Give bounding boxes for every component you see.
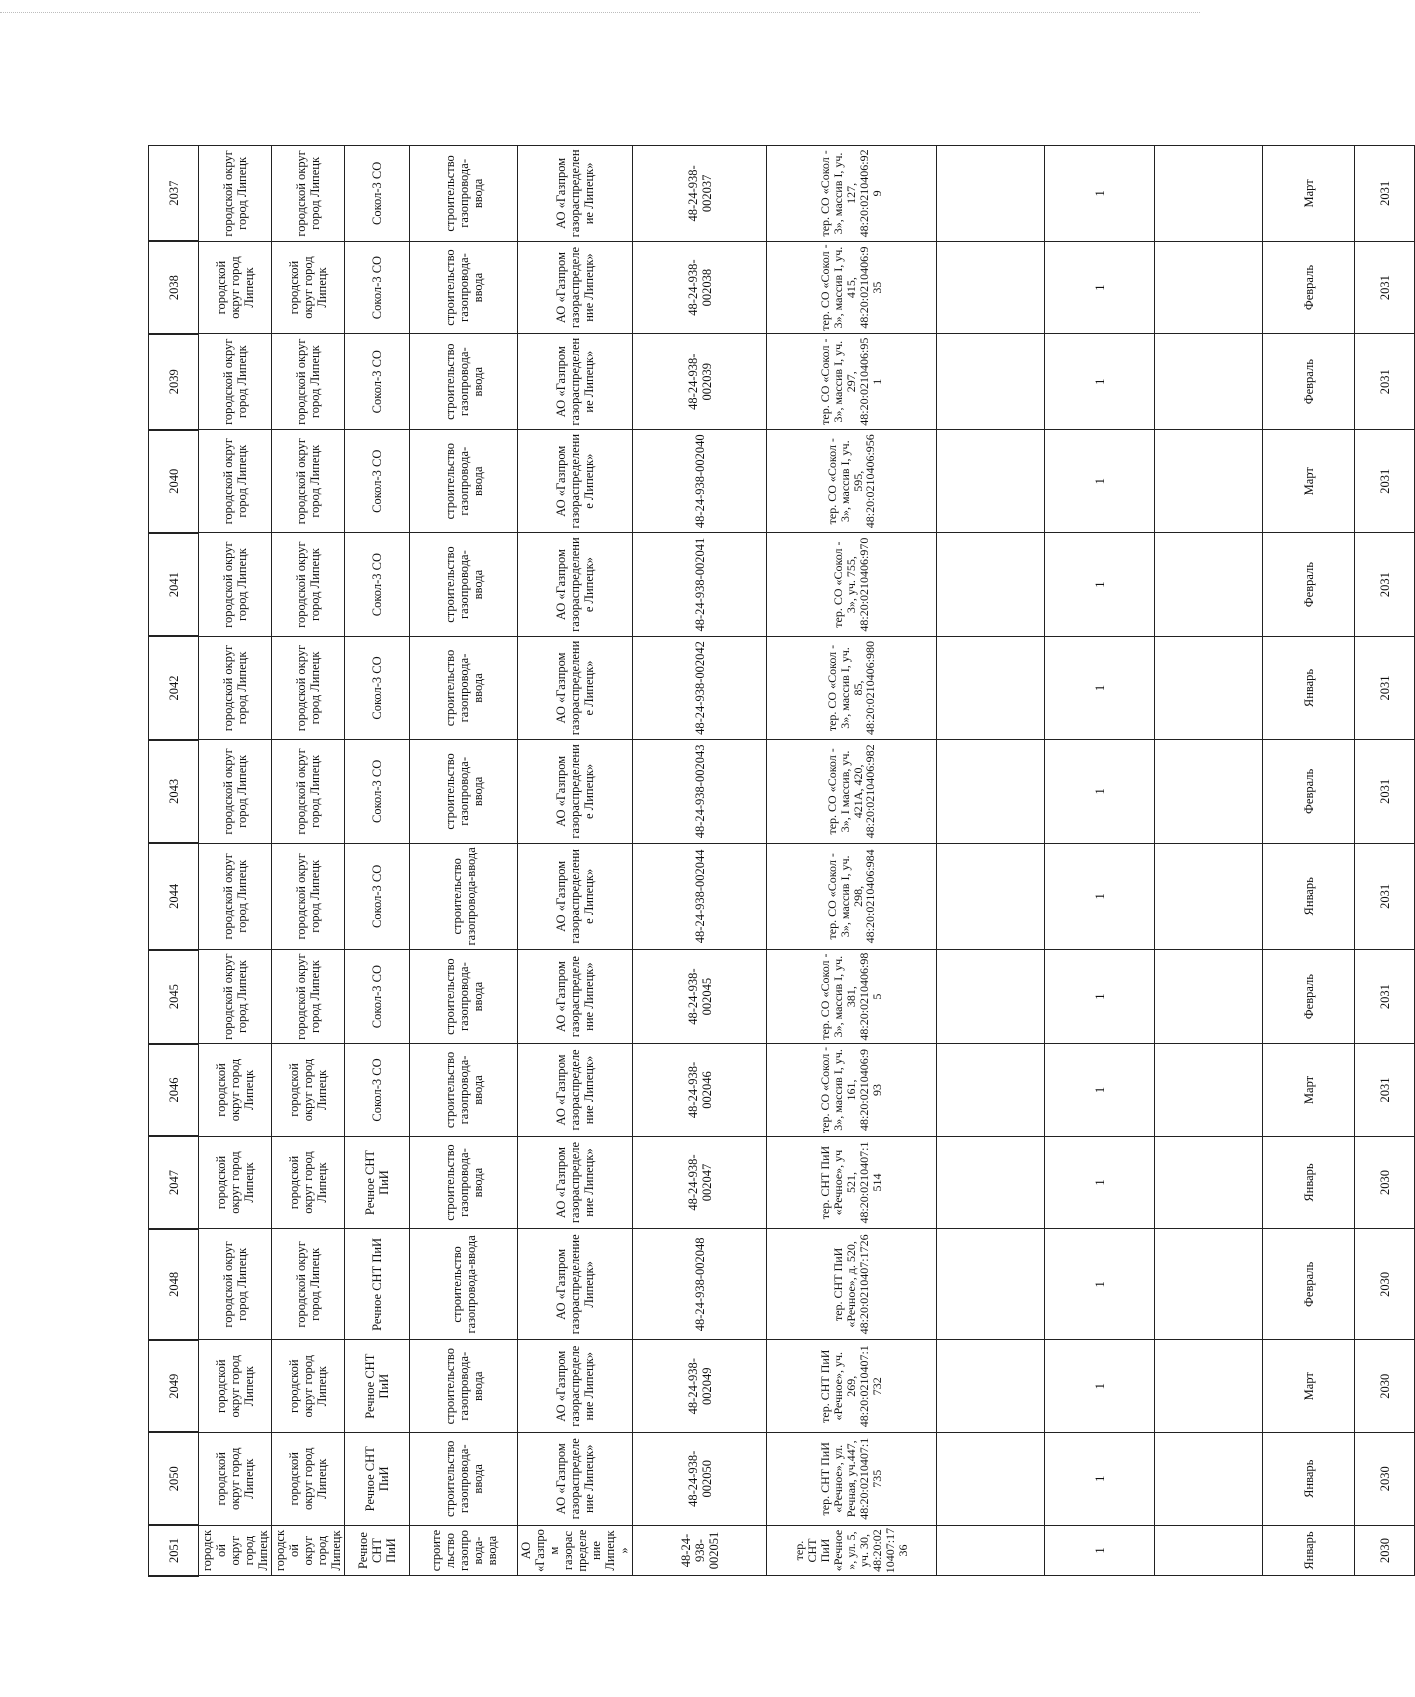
cell-organization: АО «Газпром газораспределение Липецк»	[518, 1340, 633, 1433]
cell-row-number: 2051	[149, 1525, 199, 1576]
cell-month: Март	[1263, 1340, 1355, 1433]
cell-registry-number: 48-24-938-002050	[633, 1433, 767, 1526]
cell-row-number: 2037	[149, 146, 199, 242]
cell-work-type: строительство газопровода-ввода	[410, 1044, 518, 1137]
cell-row-number: 2042	[149, 636, 199, 739]
cell-object-count: 1	[1045, 430, 1155, 533]
cell-work-type: строительство газопровода-ввода	[410, 843, 518, 949]
cell-address-cadastral: тер. СНТ ПиИ «Речное», ул. 5, уч. 30, 48:20:0210407:1736	[767, 1525, 937, 1576]
cell-work-type: строительство газопровода-ввода	[410, 241, 518, 334]
field-row-organization	[518, 146, 633, 1577]
field-row-address-cadastral	[767, 146, 937, 1577]
cell-municipality: городской округ город Липецк	[199, 1136, 272, 1229]
cell-reserved-2	[1155, 533, 1263, 636]
cell-object-count: 1	[1045, 1340, 1155, 1433]
cell-organization: АО «Газпром газораспределение Липецк»	[518, 1525, 633, 1576]
cell-reserved-2	[1155, 430, 1263, 533]
cell-reserved-2	[1155, 950, 1263, 1044]
cell-year: 2030	[1355, 1525, 1415, 1576]
cell-address-cadastral: тер. СО «Сокол - 3», массив I, уч. 415, 48:20:0210406:935	[767, 241, 937, 334]
cell-address-cadastral: тер. СНТ ПиИ «Речное», д. 520, 48:20:0210407:1726	[767, 1229, 937, 1340]
cell-territory: Сокол-3 СО	[345, 334, 410, 430]
field-row-registry-number	[633, 146, 767, 1577]
cell-territory: Речное СНТ ПиИ	[345, 1340, 410, 1433]
field-row-month	[1263, 146, 1355, 1577]
cell-reserved-2	[1155, 740, 1263, 843]
cell-address-cadastral: тер. СО «Сокол - 3», массив I, уч. 85, 48:20:0210406:980	[767, 636, 937, 739]
cell-month: Февраль	[1263, 950, 1355, 1044]
cell-territory: Сокол-3 СО	[345, 843, 410, 949]
cell-settlement: городской округ город Липецк	[272, 1044, 345, 1137]
cell-object-count: 1	[1045, 334, 1155, 430]
cell-work-type: строительство газопровода-ввода	[410, 533, 518, 636]
cell-reserved-2	[1155, 1229, 1263, 1340]
cell-reserved-2	[1155, 1525, 1263, 1576]
cell-reserved-1	[937, 1044, 1045, 1137]
cell-month: Январь	[1263, 843, 1355, 949]
cell-organization: АО «Газпром газораспределение Липецк»	[518, 636, 633, 739]
cell-organization: АО «Газпром газораспределение Липецк»	[518, 533, 633, 636]
cell-registry-number: 48-24-938-002049	[633, 1340, 767, 1433]
cell-municipality: городской округ город Липецк	[199, 146, 272, 242]
cell-month: Январь	[1263, 1433, 1355, 1526]
cell-reserved-1	[937, 636, 1045, 739]
field-row-row-number	[149, 146, 199, 1577]
cell-reserved-1	[937, 843, 1045, 949]
cell-settlement: городской округ город Липецк	[272, 1433, 345, 1526]
cell-settlement: городской округ город Липецк	[272, 740, 345, 843]
cell-reserved-2	[1155, 636, 1263, 739]
cell-month: Январь	[1263, 636, 1355, 739]
cell-organization: АО «Газпром газораспределение Липецк»	[518, 1433, 633, 1526]
field-row-reserved-2	[1155, 146, 1263, 1577]
cell-settlement: городской округ город Липецк	[272, 843, 345, 949]
cell-year: 2030	[1355, 1340, 1415, 1433]
cell-reserved-1	[937, 241, 1045, 334]
cell-reserved-2	[1155, 1340, 1263, 1433]
cell-work-type: строительство газопровода-ввода	[410, 146, 518, 242]
cell-object-count: 1	[1045, 241, 1155, 334]
cell-object-count: 1	[1045, 1229, 1155, 1340]
cell-municipality: городской округ город Липецк	[199, 334, 272, 430]
cell-registry-number: 48-24-938-002038	[633, 241, 767, 334]
cell-object-count: 1	[1045, 1044, 1155, 1137]
cell-year: 2030	[1355, 1136, 1415, 1229]
cell-reserved-1	[937, 146, 1045, 242]
cell-address-cadastral: тер. СО «Сокол - 3», массив I, уч. 161, 48:20:0210406:993	[767, 1044, 937, 1137]
field-row-year	[1355, 146, 1415, 1577]
cell-month: Март	[1263, 430, 1355, 533]
cell-organization: АО «Газпром газораспределение Липецк»	[518, 146, 633, 242]
cell-year: 2031	[1355, 950, 1415, 1044]
cell-row-number: 2039	[149, 334, 199, 430]
field-row-municipality	[199, 146, 272, 1577]
cell-reserved-2	[1155, 1136, 1263, 1229]
cell-row-number: 2038	[149, 241, 199, 334]
cell-month: Январь	[1263, 1136, 1355, 1229]
cell-municipality: городской округ город Липецк	[199, 533, 272, 636]
cell-address-cadastral: тер. СО «Сокол - 3», массив I, уч. 127, 48:20:0210406:929	[767, 146, 937, 242]
cell-reserved-1	[937, 430, 1045, 533]
cell-row-number: 2044	[149, 843, 199, 949]
cell-municipality: городской округ город Липецк	[199, 1525, 272, 1576]
cell-month: Февраль	[1263, 1229, 1355, 1340]
cell-organization: АО «Газпром газораспределение Липецк»	[518, 1229, 633, 1340]
cell-year: 2031	[1355, 636, 1415, 739]
cell-municipality: городской округ город Липецк	[199, 1340, 272, 1433]
cell-municipality: городской округ город Липецк	[199, 843, 272, 949]
cell-reserved-2	[1155, 1044, 1263, 1137]
cell-address-cadastral: тер. СНТ ПиИ «Речное», ул. Речная, уч.447, 48:20:0210407:1735	[767, 1433, 937, 1526]
cell-year: 2030	[1355, 1229, 1415, 1340]
gas-pipeline-registry-table	[148, 145, 1415, 1577]
cell-settlement: городской округ город Липецк	[272, 636, 345, 739]
cell-territory: Сокол-3 СО	[345, 950, 410, 1044]
cell-row-number: 2041	[149, 533, 199, 636]
cell-row-number: 2046	[149, 1044, 199, 1137]
cell-registry-number: 48-24-938-002043	[633, 740, 767, 843]
cell-work-type: строительство газопровода-ввода	[410, 950, 518, 1044]
cell-territory: Сокол-3 СО	[345, 241, 410, 334]
cell-reserved-1	[937, 740, 1045, 843]
cell-territory: Сокол-3 СО	[345, 1044, 410, 1137]
cell-work-type: строительство газопровода-ввода	[410, 1229, 518, 1340]
cell-address-cadastral: тер. СО «Сокол - 3», массив I, уч. 297, 48:20:0210406:951	[767, 334, 937, 430]
cell-registry-number: 48-24-938-002047	[633, 1136, 767, 1229]
cell-month: Февраль	[1263, 334, 1355, 430]
field-row-settlement	[272, 146, 345, 1577]
cell-address-cadastral: тер. СО «Сокол - 3», массив I, уч. 298, 48:20:0210406:984	[767, 843, 937, 949]
cell-registry-number: 48-24-938-002041	[633, 533, 767, 636]
cell-registry-number: 48-24-938-002048	[633, 1229, 767, 1340]
cell-object-count: 1	[1045, 950, 1155, 1044]
cell-object-count: 1	[1045, 1136, 1155, 1229]
cell-month: Январь	[1263, 1525, 1355, 1576]
cell-settlement: городской округ город Липецк	[272, 241, 345, 334]
cell-address-cadastral: тер. СНТ ПиИ «Речное», уч. 269, 48:20:0210407:1732	[767, 1340, 937, 1433]
cell-territory: Сокол-3 СО	[345, 430, 410, 533]
cell-municipality: городской округ город Липецк	[199, 636, 272, 739]
cell-work-type: строительство газопровода-ввода	[410, 1433, 518, 1526]
cell-address-cadastral: тер. СНТ ПиИ «Речное», уч 521, 48:20:0210407:1514	[767, 1136, 937, 1229]
cell-reserved-1	[937, 334, 1045, 430]
cell-address-cadastral: тер. СО «Сокол - 3», массив I, уч. 595, 48:20:0210406:956	[767, 430, 937, 533]
cell-settlement: городской округ город Липецк	[272, 1525, 345, 1576]
cell-month: Март	[1263, 1044, 1355, 1137]
cell-object-count: 1	[1045, 843, 1155, 949]
cell-row-number: 2040	[149, 430, 199, 533]
cell-registry-number: 48-24-938-002051	[633, 1525, 767, 1576]
cell-settlement: городской округ город Липецк	[272, 950, 345, 1044]
cell-settlement: городской округ город Липецк	[272, 1229, 345, 1340]
cell-work-type: строительство газопровода-ввода	[410, 740, 518, 843]
cell-month: Февраль	[1263, 533, 1355, 636]
cell-municipality: городской округ город Липецк	[199, 1229, 272, 1340]
cell-municipality: городской округ город Липецк	[199, 950, 272, 1044]
cell-reserved-1	[937, 1433, 1045, 1526]
cell-registry-number: 48-24-938-002046	[633, 1044, 767, 1137]
cell-year: 2031	[1355, 843, 1415, 949]
cell-reserved-1	[937, 1340, 1045, 1433]
cell-object-count: 1	[1045, 1525, 1155, 1576]
cell-work-type: строительство газопровода-ввода	[410, 1525, 518, 1576]
rotated-table-container	[148, 145, 1392, 1577]
cell-registry-number: 48-24-938-002042	[633, 636, 767, 739]
cell-territory: Сокол-3 СО	[345, 146, 410, 242]
cell-reserved-2	[1155, 146, 1263, 242]
cell-year: 2031	[1355, 334, 1415, 430]
field-row-object-count	[1045, 146, 1155, 1577]
cell-territory: Сокол-3 СО	[345, 636, 410, 739]
cell-year: 2031	[1355, 533, 1415, 636]
field-row-reserved-1	[937, 146, 1045, 1577]
cell-row-number: 2048	[149, 1229, 199, 1340]
cell-settlement: городской округ город Липецк	[272, 430, 345, 533]
cell-reserved-1	[937, 533, 1045, 636]
cell-organization: АО «Газпром газораспределение Липецк»	[518, 1044, 633, 1137]
cell-row-number: 2050	[149, 1433, 199, 1526]
cell-reserved-2	[1155, 843, 1263, 949]
cell-month: Март	[1263, 146, 1355, 242]
cell-municipality: городской округ город Липецк	[199, 241, 272, 334]
cell-object-count: 1	[1045, 146, 1155, 242]
cell-territory: Речное СНТ ПиИ	[345, 1525, 410, 1576]
cell-reserved-1	[937, 1525, 1045, 1576]
cell-registry-number: 48-24-938-002045	[633, 950, 767, 1044]
cell-territory: Сокол-3 СО	[345, 533, 410, 636]
cell-month: Февраль	[1263, 241, 1355, 334]
cell-territory: Речное СНТ ПиИ	[345, 1433, 410, 1526]
cell-registry-number: 48-24-938-002040	[633, 430, 767, 533]
cell-settlement: городской округ город Липецк	[272, 533, 345, 636]
cell-settlement: городской округ город Липецк	[272, 334, 345, 430]
cell-work-type: строительство газопровода-ввода	[410, 334, 518, 430]
cell-organization: АО «Газпром газораспределение Липецк»	[518, 334, 633, 430]
cell-registry-number: 48-24-938-002044	[633, 843, 767, 949]
cell-work-type: строительство газопровода-ввода	[410, 636, 518, 739]
cell-year: 2030	[1355, 1433, 1415, 1526]
cell-work-type: строительство газопровода-ввода	[410, 1136, 518, 1229]
cell-year: 2031	[1355, 740, 1415, 843]
cell-object-count: 1	[1045, 1433, 1155, 1526]
cell-object-count: 1	[1045, 533, 1155, 636]
cell-row-number: 2047	[149, 1136, 199, 1229]
cell-reserved-1	[937, 1136, 1045, 1229]
cell-settlement: городской округ город Липецк	[272, 146, 345, 242]
cell-registry-number: 48-24-938-002037	[633, 146, 767, 242]
cell-reserved-2	[1155, 241, 1263, 334]
field-row-territory	[345, 146, 410, 1577]
cell-object-count: 1	[1045, 740, 1155, 843]
cell-reserved-2	[1155, 1433, 1263, 1526]
cell-organization: АО «Газпром газораспределение Липецк»	[518, 241, 633, 334]
cell-territory: Речное СНТ ПиИ	[345, 1136, 410, 1229]
cell-year: 2031	[1355, 241, 1415, 334]
cell-object-count: 1	[1045, 636, 1155, 739]
cell-municipality: городской округ город Липецк	[199, 1044, 272, 1137]
cell-organization: АО «Газпром газораспределение Липецк»	[518, 843, 633, 949]
cell-reserved-2	[1155, 334, 1263, 430]
cell-municipality: городской округ город Липецк	[199, 740, 272, 843]
cell-organization: АО «Газпром газораспределение Липецк»	[518, 1136, 633, 1229]
cell-year: 2031	[1355, 1044, 1415, 1137]
cell-work-type: строительство газопровода-ввода	[410, 1340, 518, 1433]
cell-year: 2031	[1355, 430, 1415, 533]
cell-territory: Сокол-3 СО	[345, 740, 410, 843]
cell-territory: Речное СНТ ПиИ	[345, 1229, 410, 1340]
cell-row-number: 2045	[149, 950, 199, 1044]
cell-municipality: городской округ город Липецк	[199, 1433, 272, 1526]
cell-row-number: 2043	[149, 740, 199, 843]
field-row-work-type	[410, 146, 518, 1577]
scan-top-edge	[0, 12, 1200, 13]
table-body	[149, 146, 1415, 1577]
cell-organization: АО «Газпром газораспределение Липецк»	[518, 430, 633, 533]
cell-month: Февраль	[1263, 740, 1355, 843]
cell-reserved-1	[937, 1229, 1045, 1340]
cell-row-number: 2049	[149, 1340, 199, 1433]
cell-work-type: строительство газопровода-ввода	[410, 430, 518, 533]
cell-settlement: городской округ город Липецк	[272, 1136, 345, 1229]
cell-organization: АО «Газпром газораспределение Липецк»	[518, 950, 633, 1044]
cell-address-cadastral: тер. СО «Сокол - 3», массив I, уч. 381, 48:20:0210406:985	[767, 950, 937, 1044]
cell-registry-number: 48-24-938-002039	[633, 334, 767, 430]
cell-year: 2031	[1355, 146, 1415, 242]
cell-settlement: городской округ город Липецк	[272, 1340, 345, 1433]
cell-reserved-1	[937, 950, 1045, 1044]
cell-address-cadastral: тер. СО «Сокол - 3», уч. 755, 48:20:0210406:970	[767, 533, 937, 636]
cell-organization: АО «Газпром газораспределение Липецк»	[518, 740, 633, 843]
cell-municipality: городской округ город Липецк	[199, 430, 272, 533]
cell-address-cadastral: тер. СО «Сокол - 3», I массив, уч. 421А, 420, 48:20:0210406:982	[767, 740, 937, 843]
